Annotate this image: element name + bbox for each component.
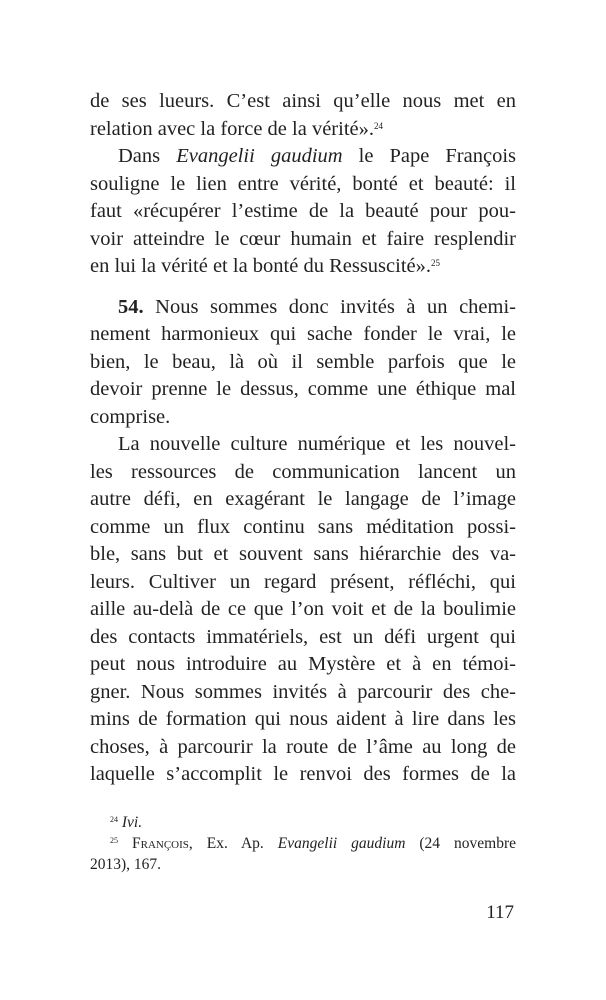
text-line — [90, 198, 516, 226]
text-segment: , Ex. Ap. — [188, 835, 278, 852]
text-segment: comprise. — [90, 405, 171, 428]
body-text — [90, 88, 516, 789]
text-line — [90, 376, 516, 404]
text-line — [90, 88, 516, 116]
paragraph-gap — [90, 281, 516, 294]
text-segment: (24 novembre — [405, 835, 517, 852]
text-segment: Nous sommes donc invités à un chemi- — [143, 295, 516, 318]
text-line — [90, 706, 516, 734]
text-line — [90, 596, 516, 624]
footnote-line — [90, 854, 516, 875]
text-segment: choses, à parcourir la route de l’âme au long de — [90, 735, 516, 758]
text-segment: comme un flux continu sans méditation possi- — [90, 515, 516, 538]
text-segment: laquelle s’accomplit le renvoi des formes de la — [90, 763, 516, 785]
text-segment — [118, 835, 132, 852]
text-segment: autre défi, en exagérant le langage de l’image — [90, 488, 516, 510]
text-segment: devoir prenne le dessus, comme une éthique mal — [90, 378, 516, 400]
footnotes — [90, 812, 516, 875]
text-line — [90, 761, 516, 789]
text-segment: peut nous introduire au Mystère et à en témoi- — [90, 653, 516, 675]
text-segment: Evangelii gaudium — [277, 835, 406, 852]
text-segment: leurs. Cultiver un regard présent, réfléchi, qui — [90, 570, 516, 593]
text-segment: voir atteindre le cœur humain et faire resplendir — [90, 227, 516, 250]
text-segment: La nouvelle culture numérique et les nouvel- — [118, 433, 516, 455]
text-segment: ble, sans but et souvent sans hiérarchie des va- — [90, 543, 516, 565]
text-line — [90, 349, 516, 377]
text-line — [90, 651, 516, 679]
text-line — [90, 734, 516, 762]
text-segment: en lui la vérité et la bonté du Ressuscité». — [90, 255, 432, 277]
text-segment: faut «récupérer l’estime de la beauté pour pou- — [90, 200, 516, 222]
text-line — [90, 404, 516, 432]
text-segment: bien, le beau, là où il semble parfois que le — [90, 350, 516, 373]
text-line — [90, 679, 516, 707]
text-segment: de ses lueurs. C’est ainsi qu’elle nous met en — [90, 90, 516, 112]
text-line — [90, 459, 516, 487]
page-number: 117 — [486, 902, 514, 923]
text-segment: 2013), 167. — [90, 856, 162, 873]
text-line — [90, 624, 516, 652]
text-segment: souligne le lien entre vérité, bonté et beauté: il — [90, 172, 516, 195]
text-line — [90, 569, 516, 597]
text-line — [90, 171, 516, 199]
text-line — [90, 116, 516, 144]
text-segment: aille au-delà de ce que l’on voit et de la boulimie — [90, 598, 516, 620]
text-line — [90, 143, 516, 171]
footnote-line — [90, 833, 516, 854]
text-segment: Dans — [118, 145, 177, 167]
footnote-line — [90, 812, 516, 833]
text-line — [90, 294, 516, 322]
text-segment: nement harmonieux qui sache fonder le vrai, le — [90, 323, 516, 345]
text-line — [90, 541, 516, 569]
footnote-marker: 25 — [110, 836, 118, 845]
text-segment: 54. — [118, 295, 144, 318]
text-segment: Ivi. — [121, 814, 143, 831]
text-line — [90, 226, 516, 254]
text-segment: gner. Nous sommes invités à parcourir des che- — [90, 680, 516, 703]
footnote-marker: 24 — [374, 120, 383, 131]
text-segment: François — [131, 835, 189, 852]
text-segment: des contacts immatériels, est un défi urgent qui — [90, 625, 516, 648]
text-segment: mins de formation qui nous aident à lire dans les — [90, 708, 516, 730]
text-segment: relation avec la force de la vérité». — [90, 117, 374, 140]
text-segment: le Pape François — [342, 145, 516, 167]
footnote-marker: 25 — [431, 258, 441, 268]
text-line — [90, 486, 516, 514]
text-line — [90, 431, 516, 459]
footnote-marker: 24 — [110, 815, 118, 824]
text-line — [90, 514, 516, 542]
text-line — [90, 321, 516, 349]
text-segment: les ressources de communication lancent un — [90, 460, 516, 483]
text-line — [90, 253, 516, 281]
text-segment: Evangelii gaudium — [176, 145, 343, 167]
